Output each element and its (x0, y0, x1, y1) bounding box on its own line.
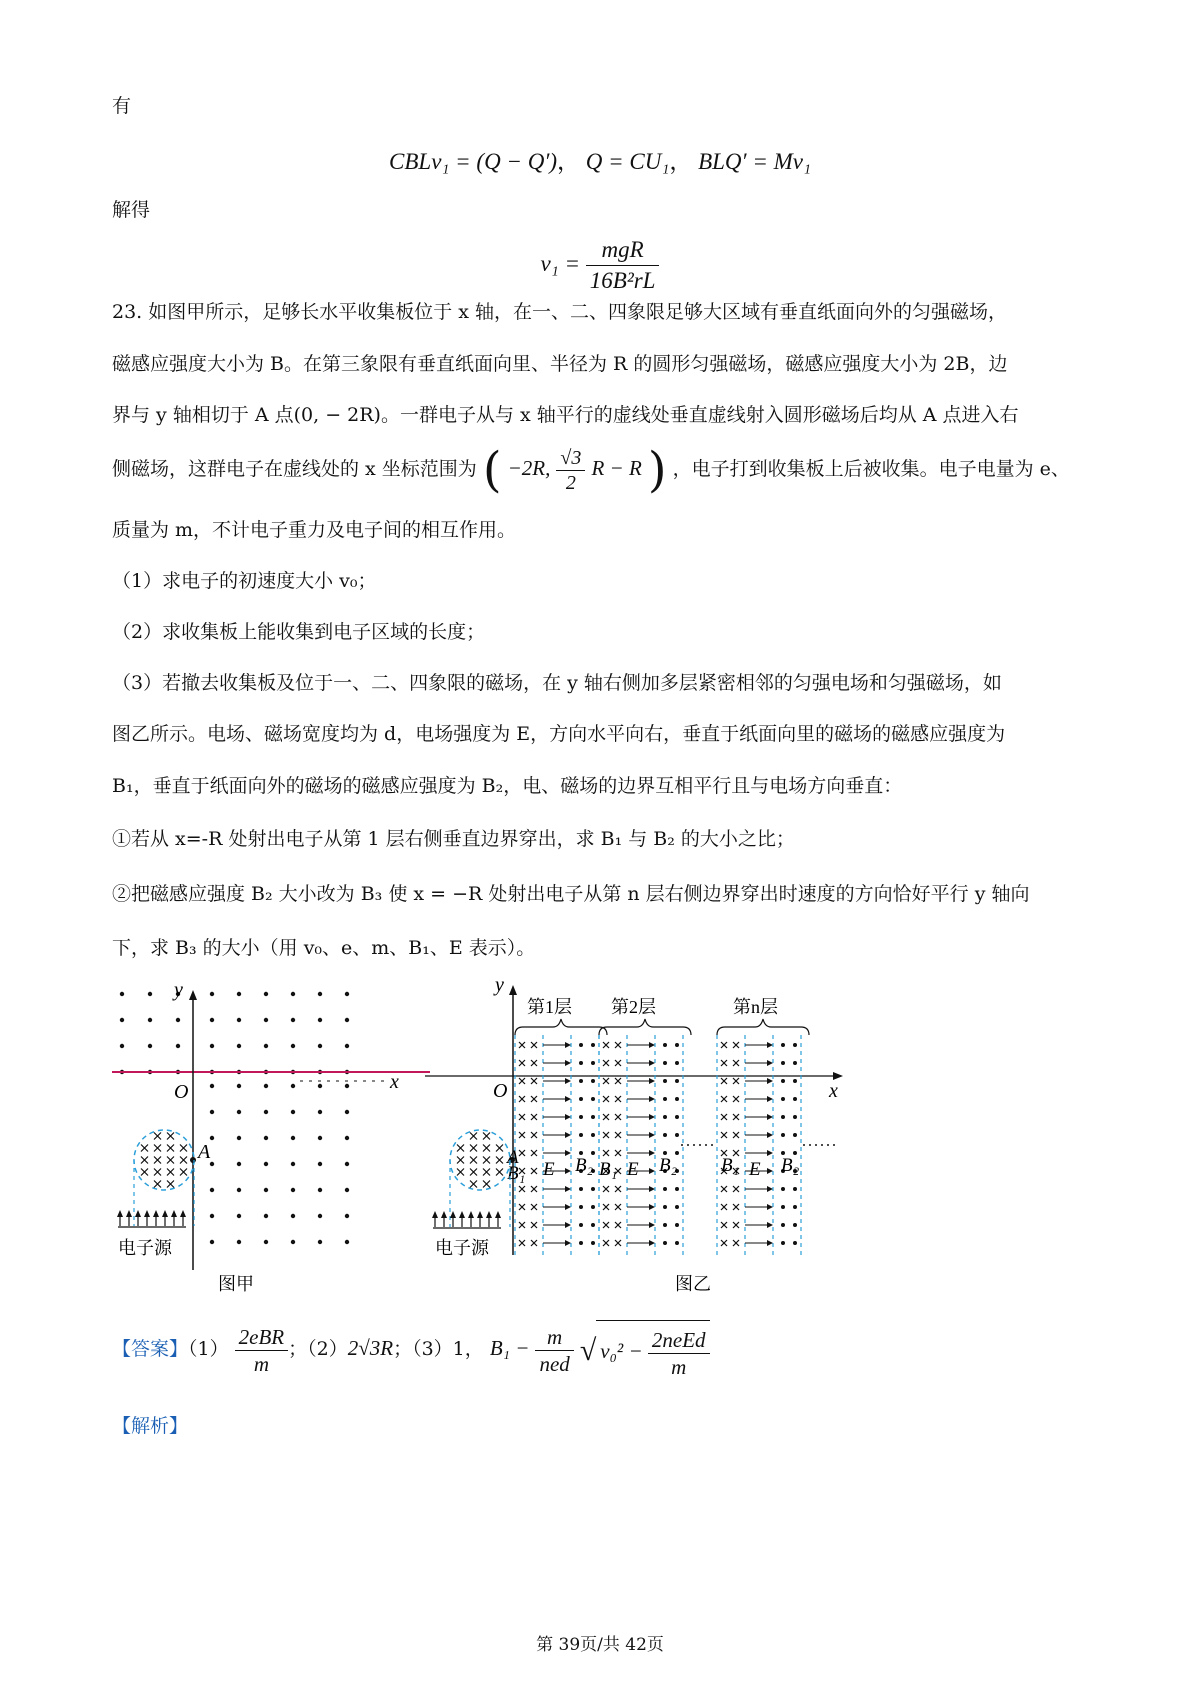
e-field-arrow-head (767, 1132, 773, 1138)
answer-3-frac-num: m (535, 1324, 573, 1351)
equation-2-numerator: mgR (586, 235, 660, 266)
solve-word: 解得 (112, 199, 151, 221)
answer-1-fraction (235, 1324, 288, 1377)
field-dot (210, 1188, 214, 1192)
answer-3-sqrt-den: m (671, 1355, 687, 1380)
e-field-arrow-head (767, 1168, 773, 1174)
figure-a-cross-marks (141, 1133, 187, 1188)
field-dot (663, 1061, 667, 1065)
figure-b-brace-2 (599, 1019, 691, 1035)
question-3-line-2: 图乙所示。电场、磁场宽度均为 d，电场强度为 E，方向水平向右，垂直于纸面向里的磁场的磁感应强度为 (112, 723, 1006, 745)
figure-b-caption: 图乙 (675, 1274, 711, 1294)
field-dot (264, 1044, 268, 1048)
figure-a (100, 980, 440, 1300)
question-3-sub-1: ①若从 x=-R 处射出电子从第 1 层右侧垂直边界穿出，求 B₁ 与 B₂ 的大小之比； (112, 828, 795, 850)
answer-3-sqrt-fraction (648, 1327, 710, 1380)
e-field-arrow-head (565, 1204, 571, 1210)
field-dot (591, 1133, 595, 1137)
source-arrow-head (180, 1210, 186, 1217)
question-3-sub-2-line-1: ②把磁感应强度 B₂ 大小改为 B₃ 使 x = −R 处射出电子从第 n 层右侧边界穿出时速度的方向恰好平行 y 轴向 (112, 883, 1030, 905)
source-arrow-head (171, 1210, 177, 1217)
e-field-arrow-head (649, 1222, 655, 1228)
e-field-arrow-head (767, 1222, 773, 1228)
field-dot (675, 1115, 679, 1119)
field-dot (781, 1097, 785, 1101)
field-dot (579, 1133, 583, 1137)
e-field-arrow-head (649, 1204, 655, 1210)
field-dot (793, 1061, 797, 1065)
e-field-arrow-head (565, 1114, 571, 1120)
source-arrow-head (486, 1211, 492, 1218)
field-dot (579, 1115, 583, 1119)
problem-line-2: 磁感应强度大小为 B。在第三象限有垂直纸面向里、半径为 R 的圆形匀强磁场，磁感应强度大小为 2B，边 (112, 353, 1008, 375)
figure-b (425, 965, 925, 1300)
equation-1 (0, 143, 1200, 176)
e-field-arrow-head (565, 1096, 571, 1102)
answer-2: 2√3R (347, 1336, 394, 1360)
e-field-arrow-head (565, 1150, 571, 1156)
field-dot (345, 1136, 349, 1140)
question-3-line-1: （3）若撤去收集板及位于一、二、四象限的磁场，在 y 轴右侧加多层紧密相邻的匀强电场和匀强磁场，如 (112, 672, 1002, 694)
field-dot (210, 1044, 214, 1048)
field-dot (318, 1136, 322, 1140)
field-dot (793, 1205, 797, 1209)
e-field-arrow-head (565, 1168, 571, 1174)
source-arrow-head (477, 1211, 483, 1218)
e-field-arrow-head (649, 1150, 655, 1156)
equation-2-denominator: 16B²rL (589, 268, 656, 293)
field-dot (663, 1205, 667, 1209)
figure-b-brace-1 (515, 1019, 607, 1035)
field-dot (793, 1241, 797, 1245)
source-arrow-head (459, 1211, 465, 1218)
range-fraction (556, 446, 585, 495)
field-dot (148, 1044, 152, 1048)
field-dot (591, 1187, 595, 1191)
figure-b-source-label: 电子源 (435, 1238, 489, 1258)
field-dot (318, 1162, 322, 1166)
figure-b-cross-marks (457, 1133, 503, 1188)
field-dot (264, 1136, 268, 1140)
source-arrow-head (153, 1210, 159, 1217)
figure-b-x-arrow (833, 1072, 843, 1080)
e-field-arrow-head (649, 1096, 655, 1102)
field-dot (781, 1205, 785, 1209)
source-arrow-head (117, 1210, 123, 1217)
field-dot (781, 1043, 785, 1047)
e-field-arrow-head (649, 1168, 655, 1174)
field-dot (345, 1110, 349, 1114)
field-dot (318, 992, 322, 996)
figure-b-b1-label-n: B₁ (721, 1155, 740, 1176)
field-dot (579, 1079, 583, 1083)
e-field-arrow-head (565, 1060, 571, 1066)
figure-a-point-label: A (198, 1141, 211, 1163)
e-field-arrow-head (649, 1060, 655, 1066)
problem-line-5: 质量为 m，不计电子重力及电子间的相互作用。 (112, 519, 517, 541)
field-dot (675, 1079, 679, 1083)
field-dot (793, 1223, 797, 1227)
field-dot (264, 1214, 268, 1218)
figure-b-layer-1-label: 第1层 (527, 997, 572, 1017)
field-dot (793, 1187, 797, 1191)
equation-2-fraction (586, 235, 660, 296)
source-arrow-head (495, 1211, 501, 1218)
field-dot (237, 1110, 241, 1114)
field-dot (591, 1079, 595, 1083)
field-dot (793, 1097, 797, 1101)
figure-b-y-arrow (509, 985, 517, 995)
field-dot (237, 1214, 241, 1218)
field-dot (591, 1241, 595, 1245)
answer-3-sqrt (580, 1319, 710, 1382)
field-dot (663, 1187, 667, 1191)
field-dot (591, 1043, 595, 1047)
field-dot (781, 1241, 785, 1245)
field-dot (210, 1162, 214, 1166)
source-arrow-head (135, 1210, 141, 1217)
e-field-arrow-head (649, 1240, 655, 1246)
answer-3-sqrt-num: 2neEd (648, 1327, 710, 1354)
e-field-arrow-head (565, 1042, 571, 1048)
figure-b-layers (515, 1035, 801, 1255)
source-arrow-head (468, 1211, 474, 1218)
figure-b-layer-n-label: 第n层 (733, 997, 778, 1017)
field-dot (264, 1084, 268, 1088)
e-field-arrow-head (767, 1078, 773, 1084)
figure-b-layer-2-label: 第2层 (611, 997, 656, 1017)
figure-b-b2-label-1: B₂ (575, 1155, 594, 1176)
field-dot (793, 1079, 797, 1083)
range-left: −2R, (507, 456, 551, 480)
field-dot (675, 1187, 679, 1191)
field-dot (579, 1187, 583, 1191)
field-dot (148, 1018, 152, 1022)
source-arrow-head (432, 1211, 438, 1218)
field-dot (148, 992, 152, 996)
field-dot (237, 1044, 241, 1048)
answer-3-frac-den: ned (539, 1351, 570, 1376)
field-dot (210, 1110, 214, 1114)
e-field-arrow-head (649, 1078, 655, 1084)
field-dot (176, 1044, 180, 1048)
field-dot (318, 1214, 322, 1218)
range-fraction-den: 2 (565, 471, 576, 494)
field-dot (318, 1084, 322, 1088)
field-dot (345, 1018, 349, 1022)
field-dot (210, 1018, 214, 1022)
field-dot (579, 1043, 583, 1047)
figure-a-origin-label: O (174, 1081, 189, 1103)
answer-part-3-label: ；（3）1， (393, 1338, 484, 1360)
figure-b-b2-label-2: B₂ (659, 1155, 678, 1176)
field-dot (318, 1044, 322, 1048)
figure-b-circle-field (450, 1130, 510, 1190)
field-dot (264, 1240, 268, 1244)
answer-1-den: m (253, 1351, 269, 1376)
field-dot (291, 1240, 295, 1244)
source-arrow-head (162, 1210, 168, 1217)
field-dot (781, 1133, 785, 1137)
figure-a-y-arrow (189, 990, 197, 1000)
field-dot (793, 1115, 797, 1119)
field-dot (579, 1205, 583, 1209)
equation-1-sep1: ， (557, 149, 581, 174)
field-dot (120, 992, 124, 996)
field-dot (210, 1214, 214, 1218)
e-field-arrow-head (767, 1240, 773, 1246)
problem-line-3: 界与 y 轴相切于 A 点(0, − 2R)。一群电子从与 x 轴平行的虚线处垂直虚线射入圆形磁场后均从 A 点进入右 (112, 404, 1019, 426)
figure-a-caption: 图甲 (218, 1274, 254, 1294)
answer-1-num: 2eBR (235, 1324, 288, 1351)
field-dot (237, 1084, 241, 1088)
field-dot (264, 1162, 268, 1166)
figure-b-b2-label-n: B₂ (781, 1155, 800, 1176)
figure-b-origin-label: O (493, 1080, 508, 1102)
problem-line-1: 23. 如图甲所示，足够长水平收集板位于 x 轴，在一、二、四象限足够大区域有垂直纸面向外的匀强磁场， (112, 301, 1008, 323)
field-dot (579, 1241, 583, 1245)
figure-b-b1-label-1: B₁ (507, 1163, 526, 1184)
field-dot (291, 1018, 295, 1022)
field-dot (237, 1162, 241, 1166)
field-dot (291, 1214, 295, 1218)
field-dot (663, 1079, 667, 1083)
answer-part-2-label: ；（2） (288, 1338, 348, 1360)
field-dot (675, 1205, 679, 1209)
figure-a-y-label: y (174, 980, 183, 1001)
source-arrow-head (126, 1210, 132, 1217)
field-dot (120, 1044, 124, 1048)
e-field-arrow-head (649, 1042, 655, 1048)
field-dot (237, 1136, 241, 1140)
field-dot (579, 1061, 583, 1065)
field-dot (291, 1110, 295, 1114)
analysis-tag: 【解析】 (112, 1415, 189, 1437)
field-dot (237, 1240, 241, 1244)
field-dot (675, 1223, 679, 1227)
field-dot (318, 1240, 322, 1244)
field-dot (663, 1043, 667, 1047)
e-field-arrow-head (767, 1204, 773, 1210)
field-dot (793, 1043, 797, 1047)
field-dot (591, 1097, 595, 1101)
field-dot (345, 1240, 349, 1244)
equation-1-part2: Q = CU₁ (585, 149, 670, 174)
question-3-line-3: B₁，垂直于纸面向外的磁场的磁感应强度为 B₂，电、磁场的边界互相平行且与电场方向垂直： (112, 775, 903, 797)
e-field-arrow-head (649, 1186, 655, 1192)
field-dot (318, 1018, 322, 1022)
field-dot (237, 1188, 241, 1192)
e-field-arrow-head (565, 1078, 571, 1084)
answer-3-sqrt-body (596, 1320, 709, 1381)
field-dot (663, 1115, 667, 1119)
figure-a-circle-field (134, 1130, 194, 1190)
e-field-arrow-head (565, 1240, 571, 1246)
field-dot (210, 992, 214, 996)
answer-3-fraction (535, 1324, 573, 1377)
figure-a-source-arrows (117, 1210, 186, 1227)
field-dot (675, 1043, 679, 1047)
field-dot (345, 1084, 349, 1088)
figure-b-e-label-n: E (749, 1159, 761, 1180)
figure-a-source-label: 电子源 (118, 1238, 172, 1258)
sqrt-sign-icon: √ (579, 1333, 597, 1367)
question-2: （2）求收集板上能收集到电子区域的长度； (112, 621, 486, 643)
field-dot (663, 1223, 667, 1227)
intro-word: 有 (112, 95, 132, 117)
range-close-paren: ) (647, 442, 667, 498)
figure-b-e-label-1: E (543, 1159, 555, 1180)
field-dot (345, 1044, 349, 1048)
equation-1-part1: CBLv₁ = (Q − Q′) (389, 149, 558, 174)
field-dot (781, 1079, 785, 1083)
figure-b-e-label-2: E (627, 1159, 639, 1180)
field-dot (579, 1223, 583, 1227)
field-dot (781, 1115, 785, 1119)
figure-a-point-a (190, 1157, 196, 1163)
e-field-arrow-head (565, 1132, 571, 1138)
figure-a-field-dots (120, 992, 349, 1244)
e-field-arrow-head (767, 1096, 773, 1102)
field-dot (264, 992, 268, 996)
e-field-arrow-head (767, 1060, 773, 1066)
source-arrow-head (441, 1211, 447, 1218)
field-dot (264, 1110, 268, 1114)
field-dot (291, 1136, 295, 1140)
field-dot (591, 1115, 595, 1119)
source-arrow-head (144, 1210, 150, 1217)
field-dot (781, 1187, 785, 1191)
e-field-arrow-head (767, 1186, 773, 1192)
field-dot (120, 1018, 124, 1022)
field-dot (291, 1084, 295, 1088)
answer-part-1-label: （1） (188, 1338, 229, 1360)
field-dot (591, 1205, 595, 1209)
question-3-sub-2-line-2: 下，求 B₃ 的大小（用 v₀、e、m、B₁、E 表示）。 (112, 937, 536, 959)
field-dot (237, 1018, 241, 1022)
field-dot (291, 1162, 295, 1166)
range-fraction-num: √3 (556, 446, 585, 471)
field-dot (210, 1240, 214, 1244)
field-dot (345, 1162, 349, 1166)
figure-a-x-label: x (390, 1071, 399, 1093)
e-field-arrow-head (565, 1186, 571, 1192)
field-dot (663, 1241, 667, 1245)
e-field-arrow-head (767, 1150, 773, 1156)
field-dot (210, 1136, 214, 1140)
field-dot (675, 1061, 679, 1065)
field-dot (793, 1133, 797, 1137)
figure-b-source-arrows (432, 1211, 501, 1228)
problem-line-4-pre: 侧磁场，这群电子在虚线处的 x 坐标范围为 (112, 458, 477, 480)
problem-line-4-post: ，电子打到收集板上后被收集。电子电量为 e、 (672, 458, 1070, 480)
e-field-arrow-head (767, 1114, 773, 1120)
figure-b-point-label: A (507, 1147, 519, 1168)
figure-b-x-label: x (829, 1080, 838, 1102)
field-dot (291, 1188, 295, 1192)
source-arrow-head (450, 1211, 456, 1218)
page-footer: 第 39页/共 42页 (536, 1635, 664, 1655)
answer-tag: 【答案】 (112, 1338, 189, 1360)
field-dot (675, 1133, 679, 1137)
field-dot (264, 1018, 268, 1022)
field-dot (591, 1223, 595, 1227)
range-right: R − R (591, 456, 642, 480)
field-dot (176, 1018, 180, 1022)
answer-line (112, 1318, 710, 1381)
equation-2 (0, 235, 1200, 296)
field-dot (591, 1061, 595, 1065)
e-field-arrow-head (649, 1132, 655, 1138)
field-dot (579, 1097, 583, 1101)
field-dot (210, 1084, 214, 1088)
field-dot (291, 1044, 295, 1048)
equation-1-sep2: ， (669, 149, 693, 174)
e-field-arrow-head (767, 1042, 773, 1048)
e-field-arrow-head (565, 1222, 571, 1228)
figure-b-y-label: y (495, 974, 504, 996)
field-dot (291, 992, 295, 996)
problem-line-4 (112, 442, 1070, 498)
field-dot (264, 1188, 268, 1192)
field-dot (675, 1241, 679, 1245)
figure-b-brace-n (717, 1019, 809, 1035)
field-dot (663, 1133, 667, 1137)
field-dot (237, 992, 241, 996)
answer-3-sqrt-a: v₀² − (600, 1339, 643, 1364)
field-dot (663, 1097, 667, 1101)
e-field-arrow-head (649, 1114, 655, 1120)
equation-1-part3: BLQ′ = Mv₁ (698, 149, 811, 174)
figure-b-b1-label-2: B₁ (599, 1159, 618, 1180)
question-1: （1）求电子的初速度大小 v₀； (112, 570, 377, 592)
equation-2-lhs: v₁ = (540, 250, 581, 276)
answer-3-lhs: B₁ − (489, 1336, 530, 1360)
field-dot (345, 992, 349, 996)
field-dot (345, 1214, 349, 1218)
field-dot (318, 1188, 322, 1192)
field-dot (345, 1188, 349, 1192)
field-dot (318, 1110, 322, 1114)
field-dot (781, 1223, 785, 1227)
field-dot (675, 1097, 679, 1101)
field-dot (781, 1061, 785, 1065)
range-open-paren: ( (482, 442, 502, 498)
